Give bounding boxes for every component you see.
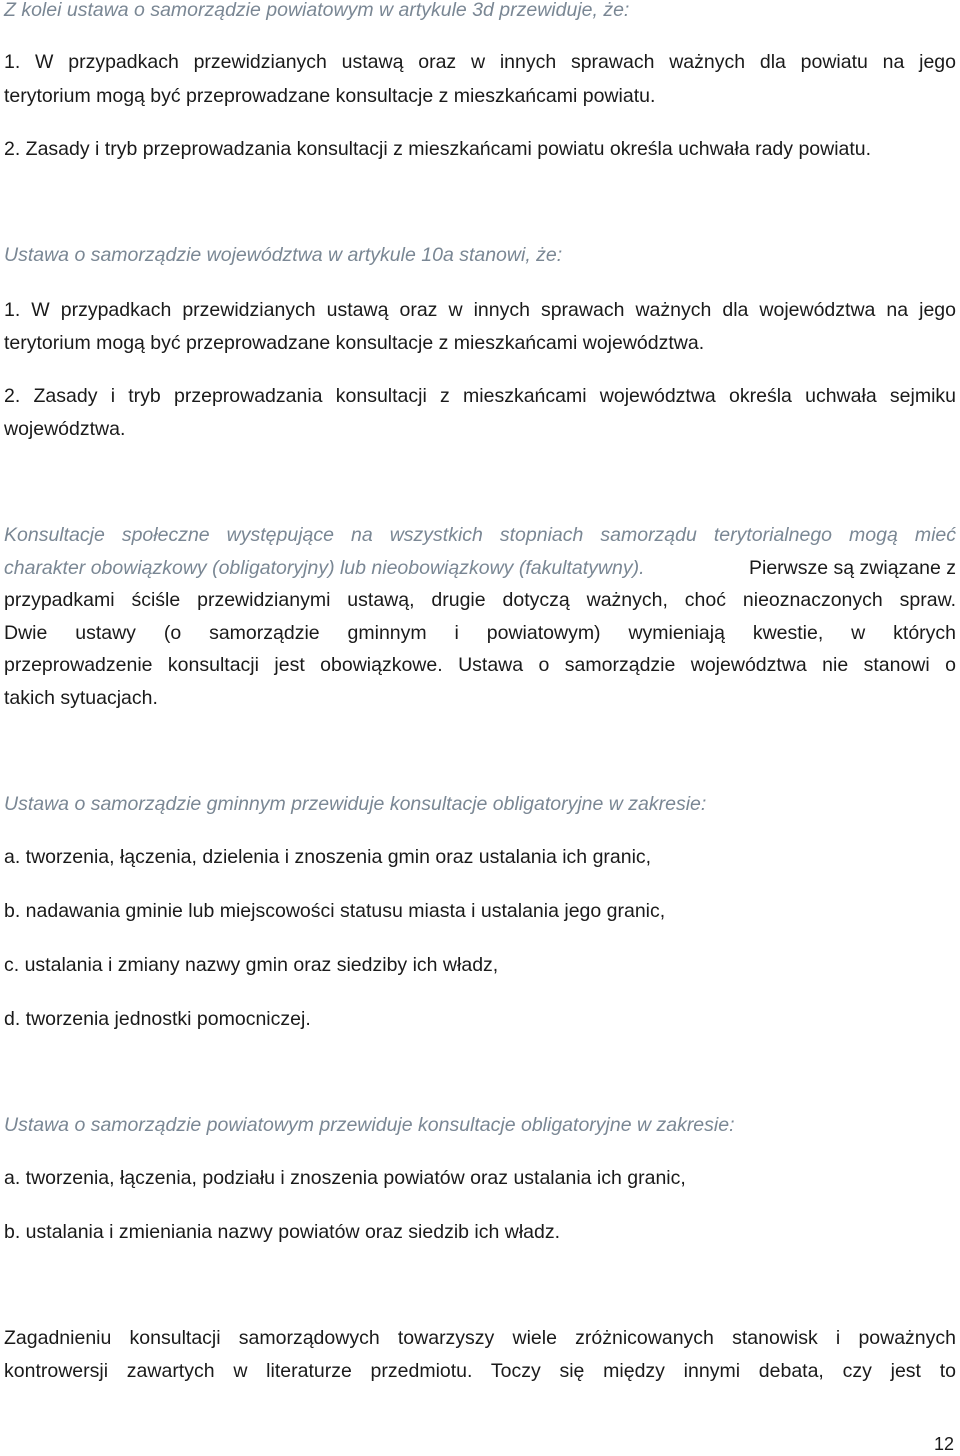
powiat-item: a. tworzenia, łączenia, podziału i znoszenia powiatów oraz ustalania ich granic, <box>4 1167 686 1189</box>
intro-powiat: Z kolei ustawa o samorządzie powiatowym w artykule 3d przewiduje, że: <box>4 0 630 21</box>
page-number: 12 <box>933 1434 954 1454</box>
closing-line2: kontrowersji zawartych w literaturze przedmiotu. Toczy się między innymi debata, czy jest to <box>4 1360 956 1382</box>
consult-para-line2-normal: Pierwsze są związane z <box>749 557 956 579</box>
woj-art-p1-line2: terytorium mogą być przeprowadzane konsultacje z mieszkańcami województwa. <box>4 332 705 354</box>
powiat-heading: Ustawa o samorządzie powiatowym przewiduje konsultacje obligatoryjne w zakresie: <box>4 1114 735 1136</box>
intro-wojewodztwo: Ustawa o samorządzie województwa w artykule 10a stanowi, że: <box>4 244 563 266</box>
closing-line1: Zagadnieniu konsultacji samorządowych towarzyszy wiele zróżnicowanych stanowisk i poważnych <box>4 1327 956 1349</box>
consult-para-line3: przypadkami ściśle przewidzianymi ustawą, drugie dotyczą ważnych, choć nieoznaczonych spraw. <box>4 589 956 611</box>
gmina-item: b. nadawania gminie lub miejscowości statusu miasta i ustalania jego granic, <box>4 900 666 922</box>
consult-para-line4: Dwie ustawy (o samorządzie gminnym i powiatowym) wymieniają kwestie, w których <box>4 622 956 644</box>
consult-para-line5: przeprowadzenie konsultacji jest obowiązkowe. Ustawa o samorządzie województwa nie stanowi o <box>4 654 956 676</box>
powiat-item: b. ustalania i zmieniania nazwy powiatów oraz siedzib ich władz. <box>4 1221 561 1243</box>
gmina-heading: Ustawa o samorządzie gminnym przewiduje konsultacje obligatoryjne w zakresie: <box>4 793 707 815</box>
consult-para-line6: takich sytuacjach. <box>4 687 158 709</box>
woj-art-p2-line1: 2. Zasady i tryb przeprowadzania konsultacji z mieszkańcami województwa określa uchwała sejmiku <box>4 385 956 407</box>
woj-art-p2-line2: województwa. <box>4 418 126 440</box>
consult-para-line2 <box>4 552 956 585</box>
consult-para-line2-italic: charakter obowiązkowy (obligatoryjny) lub nieobowiązkowy (fakultatywny). <box>4 557 645 579</box>
gmina-item: c. ustalania i zmiany nazwy gmin oraz siedziby ich władz, <box>4 954 499 976</box>
powiat-art-p1-line1: 1. W przypadkach przewidzianych ustawą oraz w innych sprawach ważnych dla powiatu na jego <box>4 51 956 73</box>
powiat-art-p1-line2: terytorium mogą być przeprowadzane konsultacje z mieszkańcami powiatu. <box>4 85 656 107</box>
gmina-item: d. tworzenia jednostki pomocniczej. <box>4 1008 311 1030</box>
consult-para-line1: Konsultacje społeczne występujące na wszystkich stopniach samorządu terytorialnego mogą mieć <box>4 524 956 546</box>
powiat-art-p2: 2. Zasady i tryb przeprowadzania konsultacji z mieszkańcami powiatu określa uchwała rady powiatu. <box>4 138 872 160</box>
gmina-item: a. tworzenia, łączenia, dzielenia i znoszenia gmin oraz ustalania ich granic, <box>4 846 652 868</box>
woj-art-p1-line1: 1. W przypadkach przewidzianych ustawą oraz w innych sprawach ważnych dla województwa na jego <box>4 299 956 321</box>
